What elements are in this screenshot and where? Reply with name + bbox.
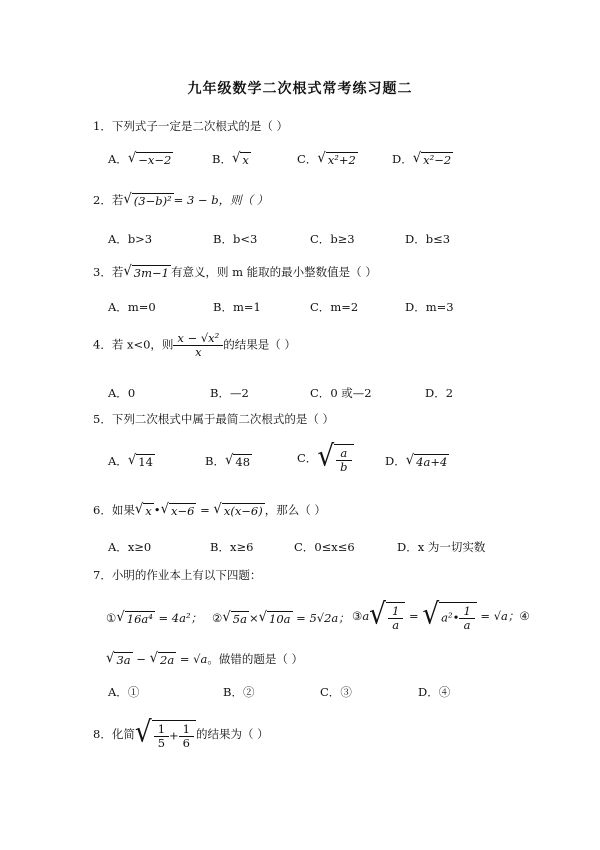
q7-option-d: D．④ xyxy=(418,685,451,699)
q7-option-a: A．① xyxy=(108,685,140,699)
q1-option-b: B． √ x xyxy=(212,150,249,168)
q1-option-c: C． √ x²+2 xyxy=(297,150,356,168)
q2-option-d: D．b≤3 xyxy=(405,232,451,246)
q4-option-c: C．0 或—2 xyxy=(310,386,372,400)
q4-option-b: B．—2 xyxy=(210,386,249,400)
question-6: 6．如果 √ x • √ x−6 = √ x(x−6) ，那么（ ） xyxy=(93,501,326,519)
q5-option-a: A． √ 14 xyxy=(108,452,153,470)
q7-item-2: ② √ 5a × √ 10a = 5√2a； xyxy=(212,609,350,627)
q7-option-c: C．③ xyxy=(320,685,352,699)
page-title: 九年级数学二次根式常考练习题二 xyxy=(187,81,413,97)
question-5: 5．下列二次根式中属于最简二次根式的是（ ） xyxy=(93,412,334,426)
q4-option-a: A．0 xyxy=(108,386,136,400)
question-7: 7．小明的作业本上有以下四题： xyxy=(93,568,262,582)
q2-option-a: A．b>3 xyxy=(108,232,153,246)
question-1: 1．下列式子一定是二次根式的是（ ） xyxy=(93,119,288,133)
q3-option-b: B．m=1 xyxy=(213,300,261,314)
q5-option-d: D． √ 4a+4 xyxy=(385,452,448,470)
q5-option-b: B． √ 48 xyxy=(205,452,251,470)
q6-option-a: A．x≥0 xyxy=(108,540,152,554)
q6-option-b: B．x≥6 xyxy=(210,540,254,554)
q7-item-3: ③a √ $\frac{1}{a}$ = √ a²• $\frac{1}{a}$ = √a；④ xyxy=(352,597,530,633)
q4-option-d: D．2 xyxy=(425,386,454,400)
q1-option-a: A． √ −x−2 xyxy=(108,150,172,168)
q7-option-b: B．② xyxy=(223,685,255,699)
q3-option-d: D．m=3 xyxy=(405,300,454,314)
q6-option-d: D．x 为一切实数 xyxy=(397,540,486,554)
question-2: 2．若 √ (3−b)² = 3 − b，则（ ） xyxy=(93,191,269,209)
q7-item-4: √ 3a − √ 2a = √a。做错的题是（ ） xyxy=(106,650,303,668)
q6-option-c: C．0≤x≤6 xyxy=(294,540,355,554)
q2-option-b: B．b<3 xyxy=(213,232,258,246)
question-4: 4．若 x<0，则 $\frac{\text{x − √x²}}{x}$ 的结果是（ ） xyxy=(93,331,296,360)
q7-item-1: ① √ 16a⁴ = 4a²； xyxy=(106,609,203,627)
q3-option-c: C．m=2 xyxy=(310,300,359,314)
q3-option-a: A．m=0 xyxy=(108,300,156,314)
question-8: 8．化简 √ $\frac{1}{5}$ + $\frac{1}{6}$ 的结果为（ ） xyxy=(93,715,269,751)
question-3: 3．若 √ 3m−1 有意义，则 m 能取的最小整数值是（ ） xyxy=(93,263,377,281)
q2-option-c: C．b≥3 xyxy=(310,232,355,246)
q1-option-d: D． √ x²−2 xyxy=(392,150,452,168)
q5-option-c: C． √ $\frac{a}{b}$ xyxy=(297,444,354,474)
